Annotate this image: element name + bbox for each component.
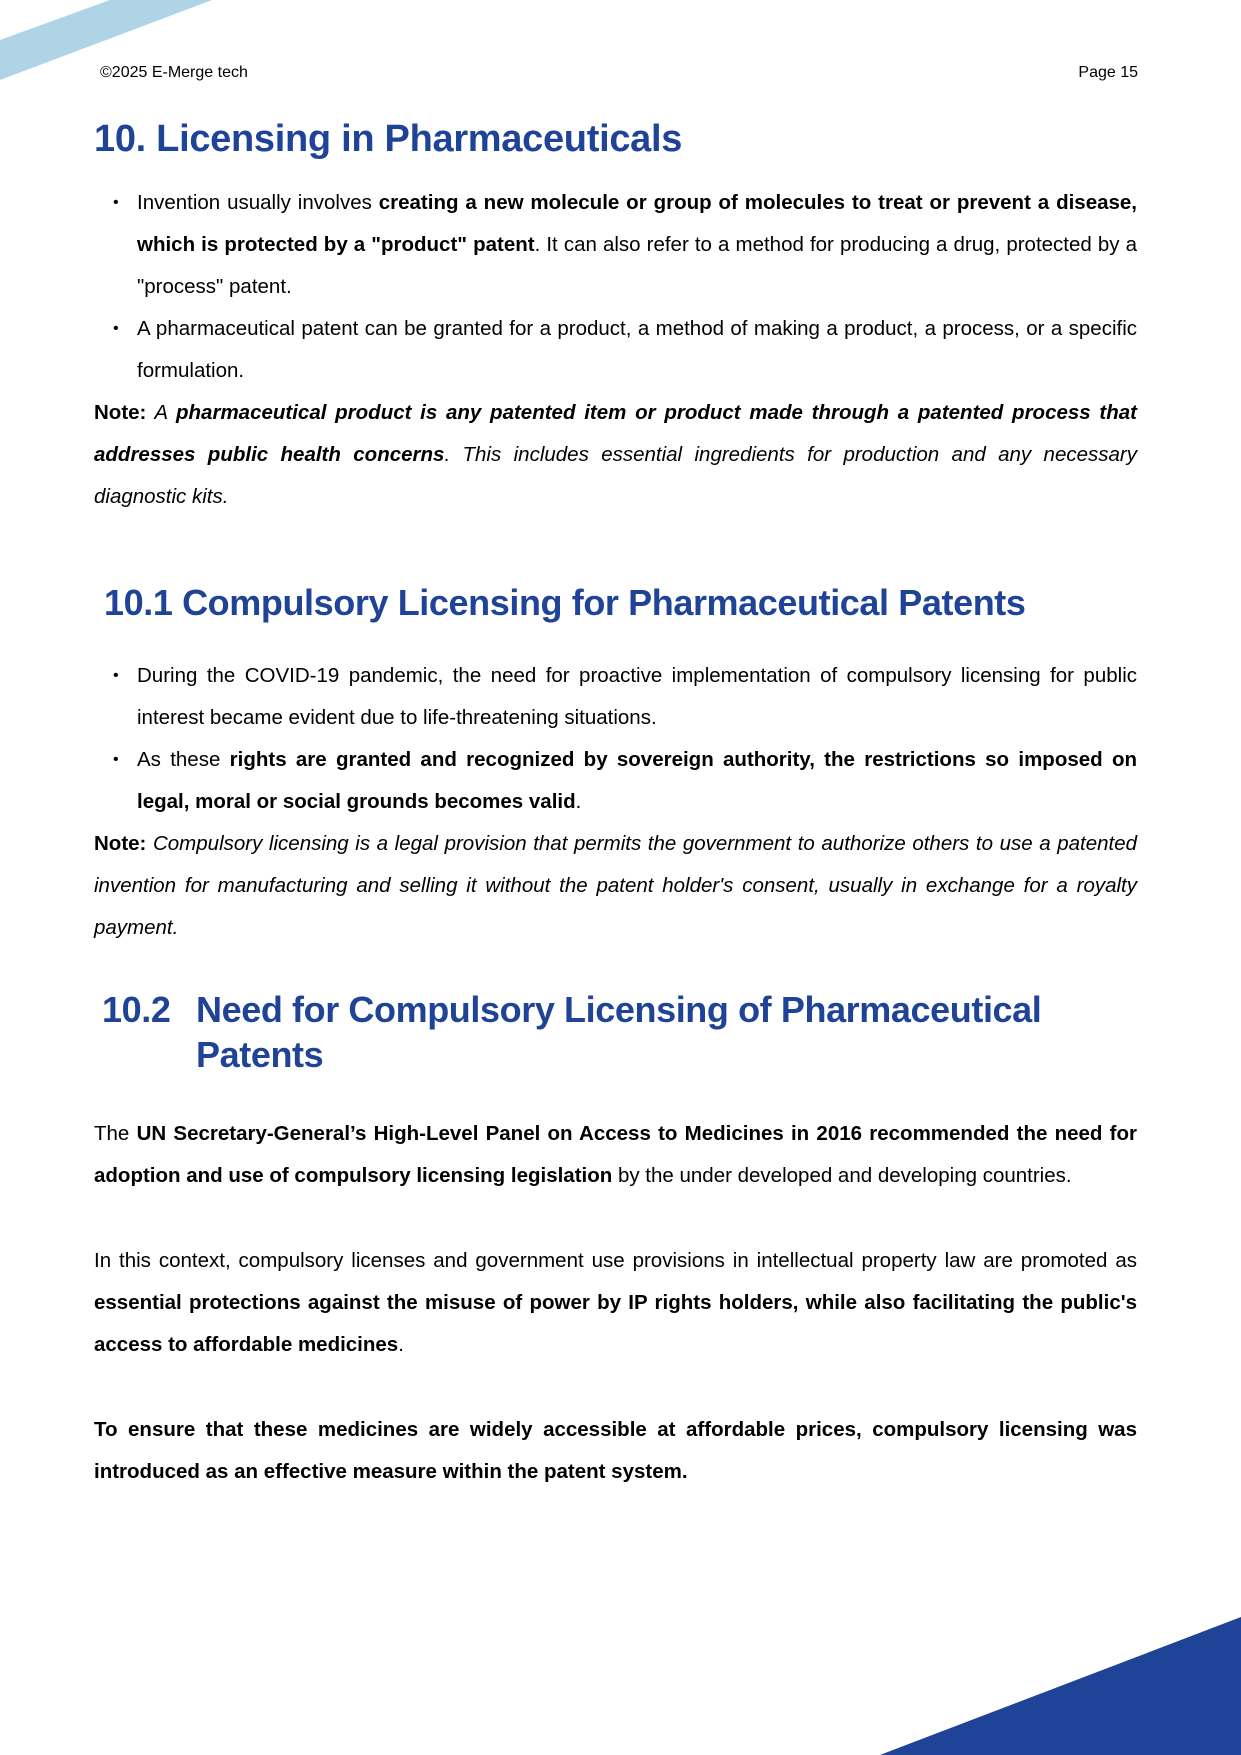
section-10-1-note: Note: Compulsory licensing is a legal provision that permits the government to authorize others to use a patented invention for manufacturing and selling it without the patent holder's consent, usually in exchange for a royalty payment. [94,832,1137,939]
section-10-1-heading: 10.1 Compulsory Licensing for Pharmaceutical Patents [104,582,1026,623]
paragraph-spacer [94,1366,1137,1409]
page-content [94,112,1137,1493]
bullet-item: • During the COVID-19 pandemic, the need for proactive implementation of compulsory licensing for public interest became evident due to life-threatening situations. [137,655,1137,739]
section-10-2-heading [102,987,1137,1077]
bottom-corner-decoration [861,1605,1241,1755]
page-number: Page 15 [1078,64,1138,81]
section-10-heading: 10. Licensing in Pharmaceuticals [94,118,683,160]
bullet-item: • As these rights are granted and recognized by sovereign authority, the restrictions so imposed on legal, moral or social grounds becomes valid. [137,739,1137,823]
section-10-1-bullets [94,655,1137,823]
paragraph: To ensure that these medicines are widely accessible at affordable prices, compulsory licensing was introduced as an effective measure within the patent system. [94,1418,1137,1483]
section-10-note: Note: A pharmaceutical product is any patented item or product made through a patented process that addresses public health concerns. This includes essential ingredients for production and any necessary diagnostic kits. [94,401,1137,508]
paragraph: In this context, compulsory licenses and government use provisions in intellectual property law are promoted as essential protections against the misuse of power by IP rights holders, while also facilitating the public's access to affordable medicines. [94,1249,1137,1356]
section-number: 10.2 [102,989,171,1030]
section-10-bullets [94,182,1137,392]
header-copyright: ©2025 E-Merge tech [100,64,248,81]
paragraph-spacer [94,1197,1137,1240]
paragraph: The UN Secretary-General’s High-Level Panel on Access to Medicines in 2016 recommended the need for adoption and use of compulsory licensing legislation by the under developed and developing countries. [94,1122,1137,1187]
bullet-item: • A pharmaceutical patent can be granted for a product, a method of making a product, a process, or a specific formulation. [137,308,1137,392]
section-title: Need for Compulsory Licensing of Pharmaceutical Patents [196,989,1042,1075]
bottom-triangle-shape [880,1617,1241,1755]
bullet-item: • Invention usually involves creating a new molecule or group of molecules to treat or prevent a disease, which is protected by a "product" patent. It can also refer to a method for producing a drug, protected by a "process" patent. [137,182,1137,308]
